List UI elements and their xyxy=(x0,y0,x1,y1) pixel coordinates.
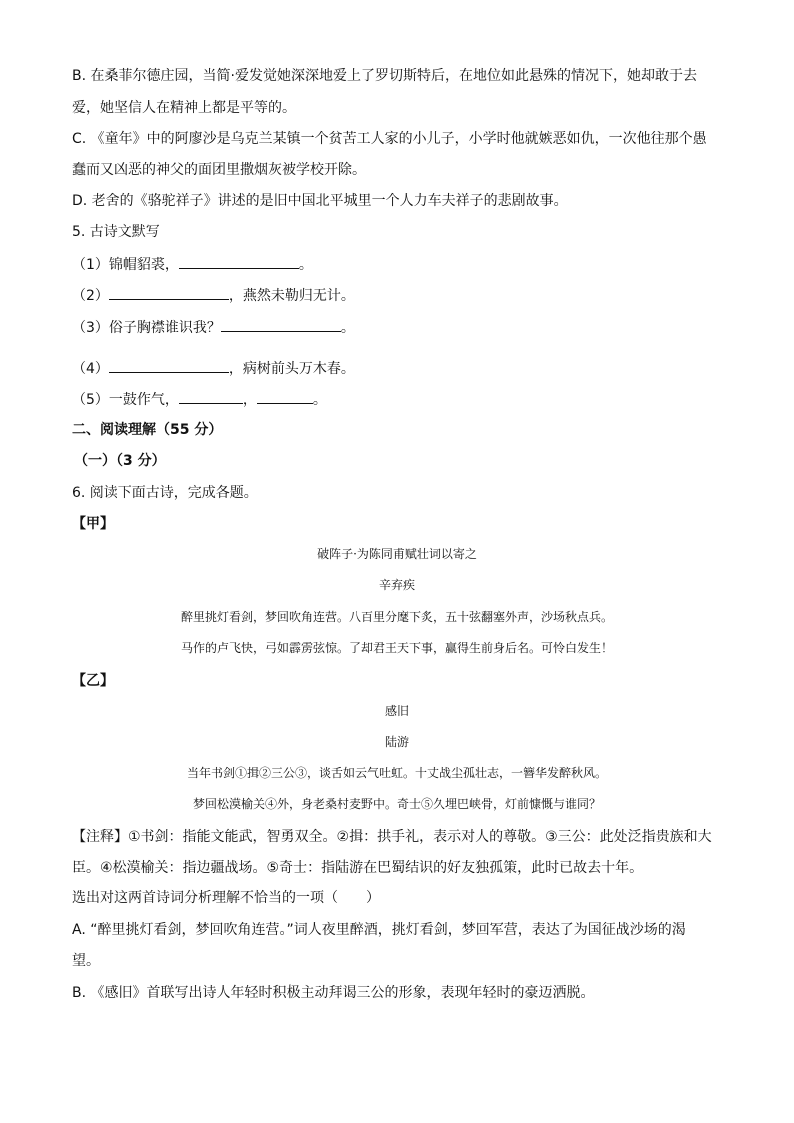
poem-jia-title: 破阵子·为陈同甫赋壮词以寄之 xyxy=(317,547,477,561)
answer-blank[interactable] xyxy=(221,317,341,332)
q5-item-3 xyxy=(72,317,355,338)
q5-item-2 xyxy=(72,285,355,306)
q6-question: 选出对这两首诗词分析理解不恰当的一项（ ） xyxy=(72,890,380,906)
q4-option-c-line2: 蠢而又凶恶的神父的面团里撒烟灰被学校开除。 xyxy=(72,162,366,178)
q5-item-1 xyxy=(72,254,313,275)
annotation-line-1: 【注释】①书剑：指能文能武，智勇双全。②揖：拱手礼，表示对人的尊敬。③三公：此处泛指贵族和大 xyxy=(72,829,712,845)
q5-item4-suffix: ，病树前头万木春。 xyxy=(228,361,355,377)
poem-jia-line-2: 马作的卢飞快，弓如霹雳弦惊。了却君王天下事，赢得生前身后名。可怜白发生！ xyxy=(180,641,613,655)
answer-blank[interactable] xyxy=(179,254,299,269)
q5-item2-suffix: ，燕然未勒归无计。 xyxy=(228,288,355,304)
section-2-sub-title: （一）（3 分） xyxy=(74,453,166,469)
q4-option-d: D. 老舍的《骆驼祥子》讲述的是旧中国北平城里一个人力车夫祥子的悲剧故事。 xyxy=(72,193,568,209)
poem-yi-author: 陆游 xyxy=(384,735,409,749)
q5-item1-prefix: （1）锦帽貂裘， xyxy=(72,257,179,273)
answer-blank[interactable] xyxy=(179,389,243,404)
poem-yi-title: 感旧 xyxy=(384,704,409,718)
q6-option-a-line1: A. “醉里挑灯看剑，梦回吹角连营。”词人夜里醉酒，挑灯看剑，梦回军营，表达了为国征战沙场的渴 xyxy=(72,922,686,938)
q6-option-b: B. 《感旧》首联写出诗人年轻时积极主动拜谒三公的形象，表现年轻时的豪迈洒脱。 xyxy=(72,985,595,1001)
answer-blank[interactable] xyxy=(109,358,229,373)
q5-item5-suffix: 。 xyxy=(312,392,327,408)
q5-item-5 xyxy=(72,389,327,410)
poem-yi-line-2: 梦回松漠榆关④外，身老桑村麦野中。奇士⑤久埋巴峡骨，灯前慷慨与谁同？ xyxy=(192,797,601,811)
poem-yi-line-1: 当年书剑①揖②三公③，谈舌如云气吐虹。十丈战尘孤壮志，一簪华发醉秋风。 xyxy=(186,766,607,780)
q6-intro: 6. 阅读下面古诗，完成各题。 xyxy=(72,485,258,501)
q5-item4-prefix: （4） xyxy=(72,361,109,377)
q4-option-b-line1: B. 在桑菲尔德庄园，当简·爱发觉她深深地爱上了罗切斯特后，在地位如此悬殊的情况下，她却敢于去 xyxy=(72,68,697,84)
answer-blank[interactable] xyxy=(257,389,313,404)
q6-option-a-line2: 望。 xyxy=(72,953,100,969)
q4-option-c-line1: C. 《童年》中的阿廖沙是乌克兰某镇一个贫苦工人家的小儿子，小学时他就嫉恶如仇，一次他往那个愚 xyxy=(72,131,707,147)
poem-jia-author: 辛弃疾 xyxy=(378,578,415,592)
q5-item3-suffix: 。 xyxy=(340,320,355,336)
poem-yi-label: 【乙】 xyxy=(72,673,114,689)
answer-blank[interactable] xyxy=(109,285,229,300)
q5-item-4 xyxy=(72,358,355,379)
annotation-line-2: 臣。④松漠榆关：指边疆战场。⑤奇士：指陆游在巴蜀结识的好友独孤策，此时已故去十年。 xyxy=(72,860,644,876)
q5-item1-suffix: 。 xyxy=(298,257,313,273)
q5-item3-prefix: （3）俗子胸襟谁识我？ xyxy=(72,320,221,336)
poem-jia-label: 【甲】 xyxy=(72,516,114,532)
poem-jia-line-1: 醉里挑灯看剑，梦回吹角连营。八百里分麾下炙，五十弦翻塞外声，沙场秋点兵。 xyxy=(180,610,613,624)
q5-item2-prefix: （2） xyxy=(72,288,109,304)
q4-option-b-line2: 爱，她坚信人在精神上都是平等的。 xyxy=(72,100,296,116)
q5-title: 5. 古诗文默写 xyxy=(72,224,160,240)
q5-item5-mid: ， xyxy=(242,392,257,408)
section-2-title: 二、阅读理解（55 分） xyxy=(72,422,223,438)
q5-item5-prefix: （5）一鼓作气， xyxy=(72,392,179,408)
